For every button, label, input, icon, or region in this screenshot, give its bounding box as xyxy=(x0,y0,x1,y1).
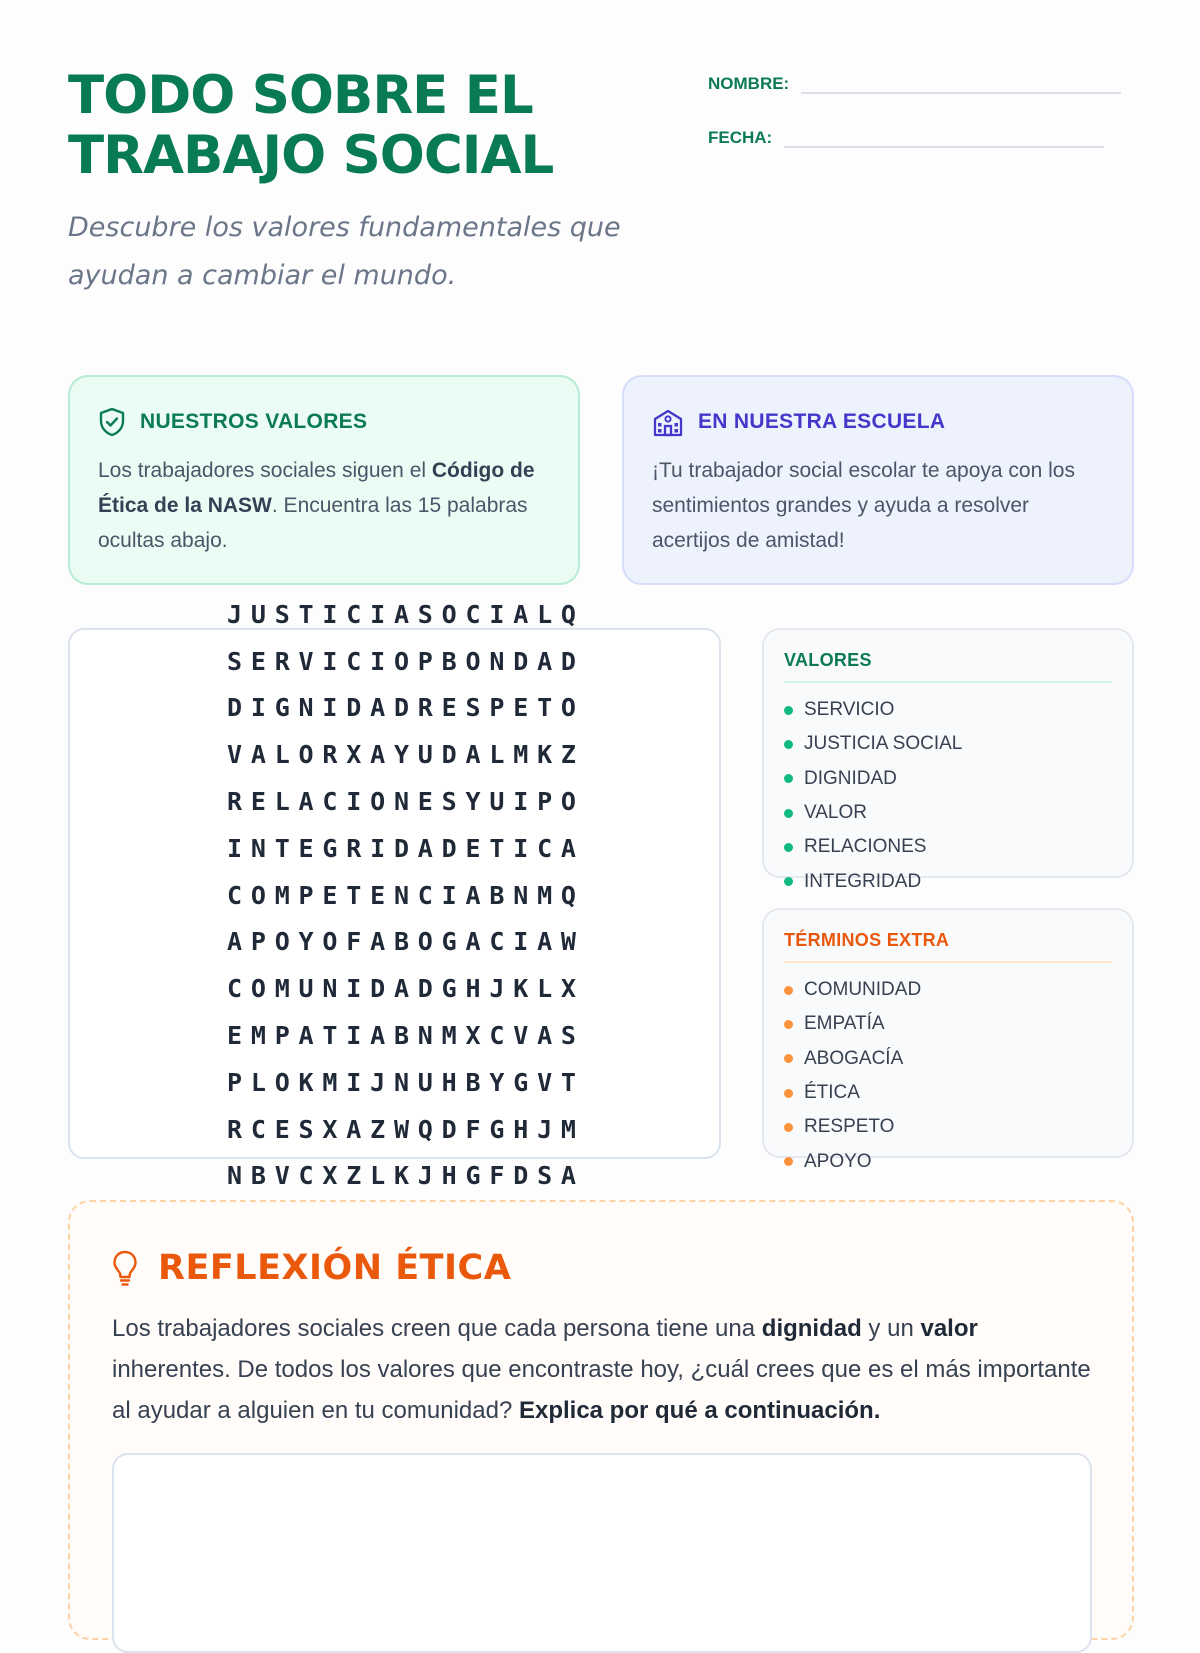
word-list-text: DIGNIDAD xyxy=(804,767,897,789)
word-search-grid xyxy=(227,591,585,1199)
name-input-line[interactable] xyxy=(801,72,1121,94)
page-title xyxy=(68,66,553,186)
word-list-item xyxy=(784,973,1112,1007)
shield-check-icon xyxy=(98,407,126,437)
bullet-dot-icon xyxy=(784,986,793,995)
word-list-text: ÉTICA xyxy=(804,1082,860,1104)
word-list-text: APOYO xyxy=(804,1150,872,1172)
word-search-row: JUSTICIASOCIALQ xyxy=(227,599,585,629)
reflection-section xyxy=(68,1200,1134,1640)
extra-list-items xyxy=(784,973,1112,1179)
reflection-heading xyxy=(112,1248,1092,1288)
bullet-dot-icon xyxy=(784,774,793,783)
date-label: FECHA: xyxy=(708,128,773,147)
values-card-text-start: Los trabajadores sociales siguen el xyxy=(98,459,432,482)
school-card-title: EN NUESTRA ESCUELA xyxy=(698,410,946,433)
values-list-items xyxy=(784,693,1112,899)
values-word-list xyxy=(762,628,1134,892)
name-field xyxy=(708,72,1121,94)
bullet-dot-icon xyxy=(784,843,793,852)
school-building-icon xyxy=(652,407,684,437)
word-search-row: RELACIONESYUIPO xyxy=(227,787,585,817)
word-search-row: EMPATIABNMXCVAS xyxy=(227,1021,585,1051)
school-card-heading xyxy=(652,407,1104,437)
values-card-heading xyxy=(98,407,550,437)
prompt-bold-valor: valor xyxy=(920,1315,978,1342)
word-list-text: EMPATÍA xyxy=(804,1013,885,1035)
bullet-dot-icon xyxy=(784,706,793,715)
word-list-item xyxy=(784,796,1112,830)
bullet-dot-icon xyxy=(784,1123,793,1132)
word-list-text: INTEGRIDAD xyxy=(804,870,922,892)
word-list-text: ABOGACÍA xyxy=(804,1047,904,1069)
values-card-text xyxy=(98,453,550,558)
prompt-part-3: inherentes. De todos los valores que encontraste hoy, ¿cuál crees que es el más importante al ayudar a alguien en tu comunidad? xyxy=(112,1356,1091,1424)
bullet-dot-icon xyxy=(784,1157,793,1166)
values-card-title: NUESTROS VALORES xyxy=(140,410,368,433)
word-search-row: APOYOFABOGACIAW xyxy=(227,927,585,957)
bullet-dot-icon xyxy=(784,877,793,886)
word-list-item xyxy=(784,830,1112,864)
bullet-dot-icon xyxy=(784,740,793,749)
word-list-item xyxy=(784,1144,1112,1178)
word-list-item xyxy=(784,864,1112,898)
bullet-dot-icon xyxy=(784,1020,793,1029)
word-list-item xyxy=(784,1076,1112,1110)
page-subtitle: Descubre los valores fundamentales que ayudan a cambiar el mundo. xyxy=(68,212,621,291)
title-line-1: TODO SOBRE EL xyxy=(68,65,533,126)
date-input-line[interactable] xyxy=(784,126,1104,148)
bullet-dot-icon xyxy=(784,1054,793,1063)
word-list-text: COMUNIDAD xyxy=(804,979,922,1001)
reflection-prompt xyxy=(112,1308,1092,1431)
values-card-text-end: . Encuentra las 15 palabras ocultas abajo. xyxy=(98,494,528,552)
bullet-dot-icon xyxy=(784,1089,793,1098)
answer-box[interactable] xyxy=(112,1453,1092,1653)
date-field xyxy=(708,126,1104,148)
extra-terms-list xyxy=(762,908,1134,1172)
school-card-text: ¡Tu trabajador social escolar te apoya con los sentimientos grandes y ayuda a resolver acertijos de amistad! xyxy=(652,459,1075,552)
word-search-row: COMPETENCIABNMQ xyxy=(227,880,585,910)
word-list-text: VALOR xyxy=(804,802,868,824)
prompt-bold-dignidad: dignidad xyxy=(761,1315,862,1342)
word-search-row: VALORXAYUDALMKZ xyxy=(227,740,585,770)
word-list-text: RELACIONES xyxy=(804,836,927,858)
word-list-text: RESPETO xyxy=(804,1116,895,1138)
values-card xyxy=(68,375,580,585)
school-card xyxy=(622,375,1134,585)
word-search-row: PLOKMIJNUHBYGVT xyxy=(227,1067,585,1097)
word-search-row: DIGNIDADRESPETO xyxy=(227,693,585,723)
extra-list-title: TÉRMINOS EXTRA xyxy=(784,930,1112,963)
bullet-dot-icon xyxy=(784,809,793,818)
word-list-text: JUSTICIA SOCIAL xyxy=(804,733,963,755)
word-search-row: COMUNIDADGHJKLX xyxy=(227,974,585,1004)
title-line-2: TRABAJO SOCIAL xyxy=(68,125,554,186)
lightbulb-icon xyxy=(112,1249,138,1287)
word-search-row: RCESXAZWQDFGHJM xyxy=(227,1114,585,1144)
word-search-row: INTEGRIDADETICA xyxy=(227,833,585,863)
word-list-item xyxy=(784,1007,1112,1041)
word-list-item xyxy=(784,727,1112,761)
word-search-row: NBVCXZLKJHGFDSA xyxy=(227,1161,585,1191)
values-card-text-bold: Código de Ética de la NASW xyxy=(98,459,535,517)
prompt-bold-instruction: Explica por qué a continuación. xyxy=(518,1397,881,1424)
reflection-title: REFLEXIÓN ÉTICA xyxy=(158,1248,512,1288)
word-list-item xyxy=(784,693,1112,727)
values-list-title: VALORES xyxy=(784,650,1112,683)
prompt-part-2: y un xyxy=(861,1315,921,1342)
word-list-text: SERVICIO xyxy=(804,699,895,721)
word-list-item xyxy=(784,1110,1112,1144)
word-list-item xyxy=(784,762,1112,796)
word-search-row: SERVICIOPBONDAD xyxy=(227,646,585,676)
word-list-item xyxy=(784,1042,1112,1076)
prompt-part-1: Los trabajadores sociales creen que cada persona tiene una xyxy=(112,1315,762,1342)
name-label: NOMBRE: xyxy=(708,74,790,93)
